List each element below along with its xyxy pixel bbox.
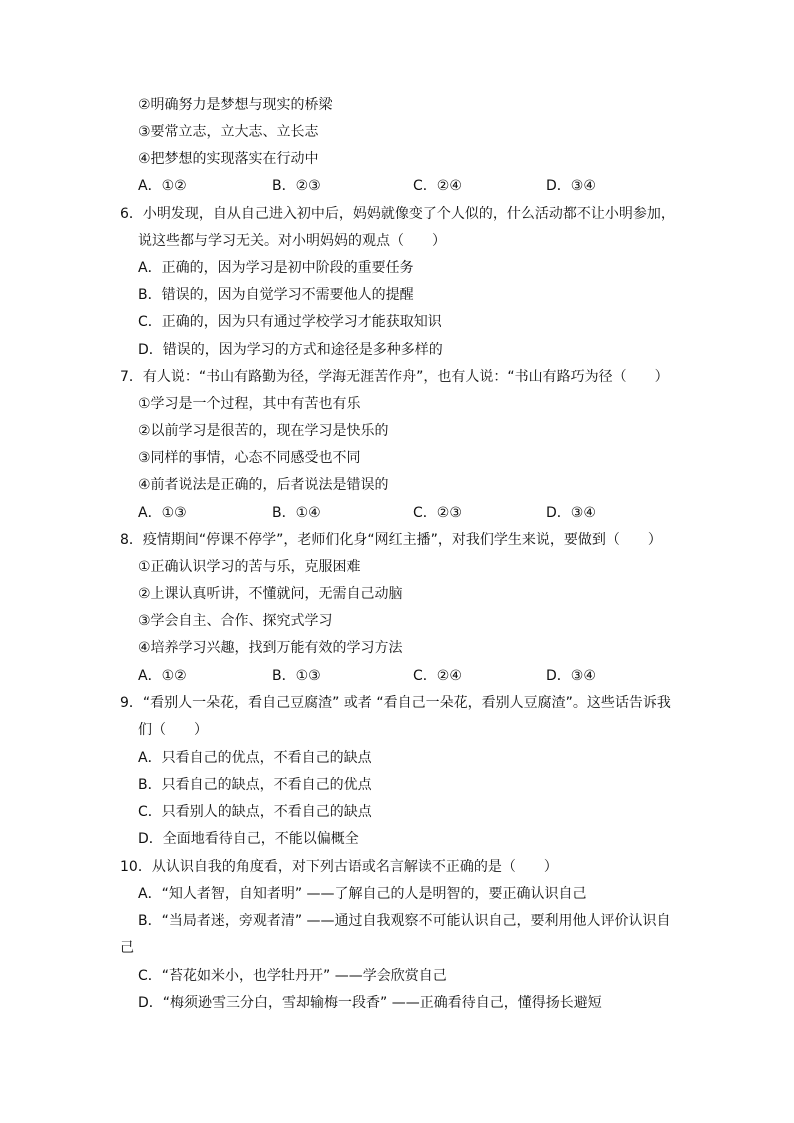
q10-option-d: D．“梅须逊雪三分白，雪却输梅一段香” ——正确看待自己，懂得扬长避短 bbox=[138, 995, 602, 1011]
q6-option-b: B．错误的，因为自觉学习不需要他人的提醒 bbox=[138, 287, 414, 303]
q9-stem-line2: 们（ ） bbox=[138, 722, 208, 738]
q8-stem: 8．疫情期间“停课不停学”，老师们化身“网红主播”，对我们学生来说，要做到（ ） bbox=[120, 532, 662, 548]
q10-option-b-line2: 己 bbox=[120, 940, 134, 956]
q9-option-b: B．只看自己的缺点，不看自己的优点 bbox=[138, 777, 372, 793]
q9-option-a: A．只看自己的优点，不看自己的缺点 bbox=[138, 750, 372, 766]
q7-option-a: A．①③ bbox=[138, 505, 187, 521]
q7-stem: 7．有人说：“书山有路勤为径，学海无涯苦作舟”，也有人说：“书山有路巧为径（ ） bbox=[120, 369, 669, 385]
q9-option-c: C．只看别人的缺点，不看自己的缺点 bbox=[138, 804, 372, 820]
q8-option-d: D．③④ bbox=[546, 668, 596, 684]
q9-stem-line1: 9．“看别人一朵花，看自己豆腐渣” 或者 “看自己一朵花，看别人豆腐渣”。这些话告诉我 bbox=[120, 695, 671, 711]
option-a: A．①② bbox=[138, 178, 187, 194]
statement-3: ③要常立志，立大志、立长志 bbox=[138, 124, 319, 140]
q7-option-d: D．③④ bbox=[546, 505, 596, 521]
q6-option-c: C．正确的，因为只有通过学校学习才能获取知识 bbox=[138, 314, 442, 330]
q7-option-c: C．②③ bbox=[413, 505, 462, 521]
q10-option-c: C．“苔花如米小，也学牡丹开” ——学会欣赏自己 bbox=[138, 968, 447, 984]
q6-option-d: D．错误的，因为学习的方式和途径是多种多样的 bbox=[138, 342, 443, 358]
q7-statement-4: ④前者说法是正确的，后者说法是错误的 bbox=[138, 477, 389, 493]
q8-statement-2: ②上课认真听讲，不懂就问，无需自己动脑 bbox=[138, 586, 403, 602]
q8-option-c: C．②④ bbox=[413, 668, 462, 684]
q10-option-b-line1: B．“当局者迷，旁观者清” ——通过自我观察不可能认识自己，要利用他人评价认识自 bbox=[138, 913, 671, 929]
q7-statement-3: ③同样的事情，心态不同感受也不同 bbox=[138, 450, 361, 466]
q7-option-b: B．①④ bbox=[272, 505, 321, 521]
q7-statement-1: ①学习是一个过程，其中有苦也有乐 bbox=[138, 396, 361, 412]
q6-option-a: A．正确的，因为学习是初中阶段的重要任务 bbox=[138, 260, 414, 276]
q10-option-a: A．“知人者智，自知者明” ——了解自己的人是明智的，要正确认识自己 bbox=[138, 886, 587, 902]
statement-2: ②明确努力是梦想与现实的桥梁 bbox=[138, 97, 333, 113]
q7-statement-2: ②以前学习是很苦的，现在学习是快乐的 bbox=[138, 423, 389, 439]
q6-stem-line1: 6．小明发现，自从自己进入初中后，妈妈就像变了个人似的，什么活动都不让小明参加， bbox=[120, 206, 675, 222]
option-c: C．②④ bbox=[413, 178, 462, 194]
q9-option-d: D．全面地看待自己，不能以偏概全 bbox=[138, 831, 359, 847]
q8-statement-1: ①正确认识学习的苦与乐，克服困难 bbox=[138, 559, 361, 575]
statement-4: ④把梦想的实现落实在行动中 bbox=[138, 151, 319, 167]
q8-option-a: A．①② bbox=[138, 668, 187, 684]
q6-stem-line2: 说这些都与学习无关。对小明妈妈的观点（ ） bbox=[138, 233, 446, 249]
q8-option-b: B．①③ bbox=[272, 668, 321, 684]
q10-stem: 10．从认识自我的角度看，对下列古语或名言解读不正确的是（ ） bbox=[120, 859, 558, 875]
option-b: B．②③ bbox=[272, 178, 321, 194]
q8-statement-4: ④培养学习兴趣，找到万能有效的学习方法 bbox=[138, 640, 403, 656]
option-d: D．③④ bbox=[546, 178, 596, 194]
q8-statement-3: ③学会自主、合作、探究式学习 bbox=[138, 613, 333, 629]
